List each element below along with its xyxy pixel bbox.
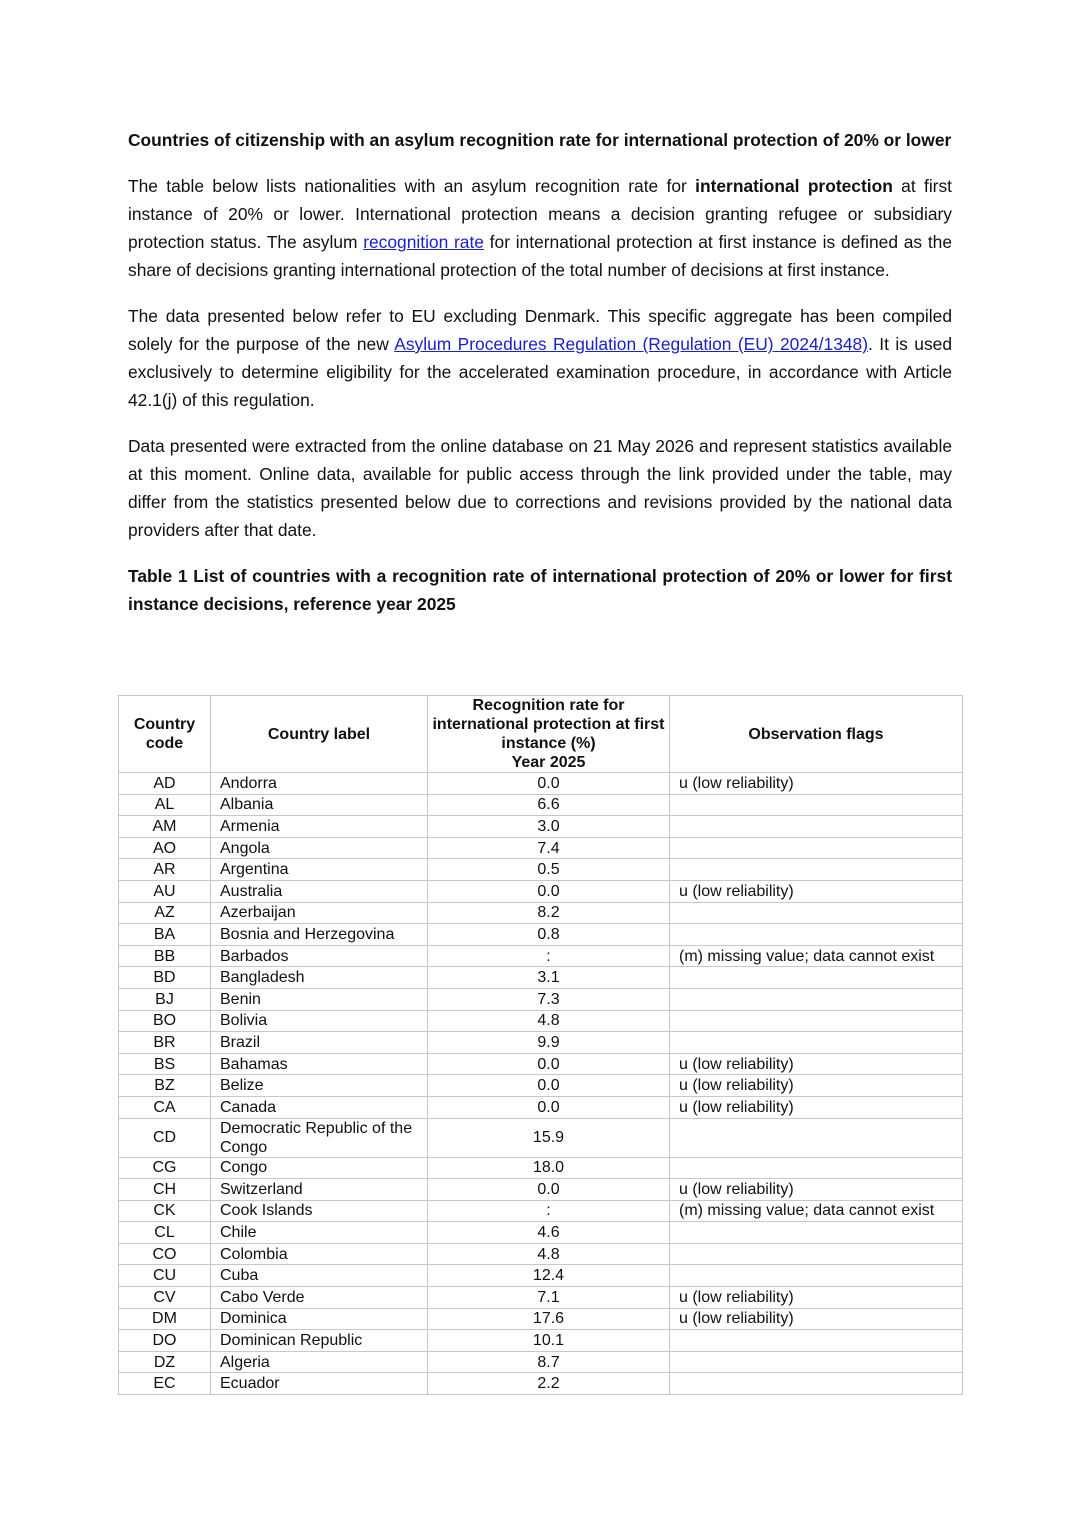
cell-observation-flag: u (low reliability) xyxy=(670,880,963,902)
paragraph-intro-bold: international protection xyxy=(695,176,893,196)
cell-country-label: Democratic Republic of the Congo xyxy=(211,1118,428,1157)
cell-recognition-rate: 0.0 xyxy=(428,1075,670,1097)
cell-country-code: CL xyxy=(119,1222,211,1244)
table-row xyxy=(119,773,963,795)
cell-country-label: Dominica xyxy=(211,1308,428,1330)
cell-country-label: Albania xyxy=(211,794,428,816)
cell-observation-flag xyxy=(670,902,963,924)
table-row xyxy=(119,1351,963,1373)
cell-recognition-rate: 6.6 xyxy=(428,794,670,816)
cell-country-label: Bolivia xyxy=(211,1010,428,1032)
table-row xyxy=(119,1075,963,1097)
cell-country-code: AM xyxy=(119,816,211,838)
cell-country-label: Argentina xyxy=(211,859,428,881)
cell-country-label: Azerbaijan xyxy=(211,902,428,924)
paragraph-intro-text-2: at first instance of 20% or lower. International protection means a decision granting refugee or subsidiary protection status. The asylum xyxy=(128,176,953,252)
cell-observation-flag xyxy=(670,1010,963,1032)
table-row xyxy=(119,1179,963,1201)
cell-country-label: Barbados xyxy=(211,945,428,967)
cell-country-label: Canada xyxy=(211,1096,428,1118)
cell-country-label: Bahamas xyxy=(211,1053,428,1075)
cell-country-label: Angola xyxy=(211,837,428,859)
cell-recognition-rate: 0.0 xyxy=(428,1053,670,1075)
header-recognition-rate xyxy=(428,696,670,773)
cell-recognition-rate: 17.6 xyxy=(428,1308,670,1330)
cell-country-code: AU xyxy=(119,880,211,902)
cell-country-code: CD xyxy=(119,1118,211,1157)
cell-observation-flag: u (low reliability) xyxy=(670,1308,963,1330)
cell-country-code: BS xyxy=(119,1053,211,1075)
cell-country-label: Australia xyxy=(211,880,428,902)
document-body xyxy=(128,126,952,618)
cell-recognition-rate: 4.8 xyxy=(428,1010,670,1032)
cell-recognition-rate: 0.0 xyxy=(428,773,670,795)
cell-country-label: Algeria xyxy=(211,1351,428,1373)
header-country-code: Country code xyxy=(119,696,211,773)
cell-observation-flag xyxy=(670,1265,963,1287)
table-row xyxy=(119,1118,963,1157)
table-row xyxy=(119,1373,963,1395)
cell-observation-flag xyxy=(670,1373,963,1395)
cell-country-label: Armenia xyxy=(211,816,428,838)
table-row xyxy=(119,967,963,989)
cell-country-label: Bosnia and Herzegovina xyxy=(211,924,428,946)
cell-observation-flag: (m) missing value; data cannot exist xyxy=(670,1200,963,1222)
cell-observation-flag: (m) missing value; data cannot exist xyxy=(670,945,963,967)
cell-country-code: BJ xyxy=(119,988,211,1010)
paragraph-intro-text-3: for international protection at first instance is defined as the share of decisions granting international protection of the total number of decisions at first instance. xyxy=(128,232,952,280)
cell-recognition-rate: 2.2 xyxy=(428,1373,670,1395)
cell-country-code: AR xyxy=(119,859,211,881)
cell-observation-flag xyxy=(670,988,963,1010)
cell-country-code: CK xyxy=(119,1200,211,1222)
cell-country-code: BO xyxy=(119,1010,211,1032)
cell-country-label: Cook Islands xyxy=(211,1200,428,1222)
header-country-label: Country label xyxy=(211,696,428,773)
cell-country-code: BZ xyxy=(119,1075,211,1097)
recognition-rate-table-container xyxy=(118,695,962,1395)
cell-observation-flag: u (low reliability) xyxy=(670,1179,963,1201)
table-row xyxy=(119,924,963,946)
cell-country-code: CA xyxy=(119,1096,211,1118)
cell-recognition-rate: 0.0 xyxy=(428,1179,670,1201)
cell-country-label: Cuba xyxy=(211,1265,428,1287)
cell-country-label: Dominican Republic xyxy=(211,1330,428,1352)
page-heading: Countries of citizenship with an asylum recognition rate for international protection of 20% or lower xyxy=(128,130,952,150)
cell-observation-flag xyxy=(670,1157,963,1179)
table-row xyxy=(119,945,963,967)
paragraph-extraction: Data presented were extracted from the online database on 21 May 2026 and represent statistics available at this moment. Online data, available for public access through the link provided under the table, may differ from the statistics presented below due to corrections and revisions provided by the national data providers after that date. xyxy=(128,436,952,540)
cell-observation-flag: u (low reliability) xyxy=(670,773,963,795)
recognition-rate-link[interactable]: recognition rate xyxy=(363,232,484,252)
cell-country-label: Ecuador xyxy=(211,1373,428,1395)
table-row xyxy=(119,1200,963,1222)
cell-country-label: Andorra xyxy=(211,773,428,795)
cell-country-code: EC xyxy=(119,1373,211,1395)
cell-country-label: Brazil xyxy=(211,1032,428,1054)
cell-country-code: BR xyxy=(119,1032,211,1054)
cell-recognition-rate: 8.2 xyxy=(428,902,670,924)
table-row xyxy=(119,1308,963,1330)
cell-observation-flag xyxy=(670,1330,963,1352)
table-row xyxy=(119,1222,963,1244)
cell-observation-flag xyxy=(670,924,963,946)
cell-recognition-rate: 15.9 xyxy=(428,1118,670,1157)
cell-country-code: AL xyxy=(119,794,211,816)
cell-country-code: BA xyxy=(119,924,211,946)
cell-country-code: DM xyxy=(119,1308,211,1330)
cell-observation-flag xyxy=(670,1032,963,1054)
cell-observation-flag xyxy=(670,859,963,881)
cell-observation-flag xyxy=(670,967,963,989)
cell-observation-flag xyxy=(670,1243,963,1265)
cell-recognition-rate: 4.8 xyxy=(428,1243,670,1265)
cell-country-code: BB xyxy=(119,945,211,967)
header-observation-flags: Observation flags xyxy=(670,696,963,773)
table-row xyxy=(119,1243,963,1265)
table-row xyxy=(119,1032,963,1054)
cell-country-code: CO xyxy=(119,1243,211,1265)
cell-country-code: BD xyxy=(119,967,211,989)
cell-recognition-rate: 0.8 xyxy=(428,924,670,946)
header-recognition-rate-label: Recognition rate for international protection at first instance (%) xyxy=(432,697,665,752)
cell-observation-flag xyxy=(670,1118,963,1157)
table-row xyxy=(119,794,963,816)
table-row xyxy=(119,837,963,859)
cell-observation-flag: u (low reliability) xyxy=(670,1096,963,1118)
cell-recognition-rate: 9.9 xyxy=(428,1032,670,1054)
cell-observation-flag xyxy=(670,1351,963,1373)
cell-country-label: Cabo Verde xyxy=(211,1287,428,1309)
cell-country-code: CV xyxy=(119,1287,211,1309)
cell-country-label: Colombia xyxy=(211,1243,428,1265)
cell-country-code: CH xyxy=(119,1179,211,1201)
cell-country-label: Switzerland xyxy=(211,1179,428,1201)
cell-recognition-rate: 18.0 xyxy=(428,1157,670,1179)
cell-recognition-rate: 8.7 xyxy=(428,1351,670,1373)
cell-observation-flag: u (low reliability) xyxy=(670,1053,963,1075)
table-row xyxy=(119,1287,963,1309)
cell-recognition-rate: 12.4 xyxy=(428,1265,670,1287)
cell-country-label: Belize xyxy=(211,1075,428,1097)
cell-country-code: AD xyxy=(119,773,211,795)
table-caption: Table 1 List of countries with a recognition rate of international protection of 20% or lower for first instance decisions, reference year 2025 xyxy=(128,566,952,614)
paragraph-intro-text-1: The table below lists nationalities with an asylum recognition rate for xyxy=(128,176,696,196)
table-row xyxy=(119,988,963,1010)
cell-country-code: DO xyxy=(119,1330,211,1352)
paragraph-aggregate-text-1: The data presented below refer to EU excluding Denmark. This specific aggregate has been compiled solely for the purpose of the new xyxy=(128,306,952,354)
cell-recognition-rate: 10.1 xyxy=(428,1330,670,1352)
cell-country-code: DZ xyxy=(119,1351,211,1373)
table-row xyxy=(119,880,963,902)
cell-country-code: CG xyxy=(119,1157,211,1179)
table-row xyxy=(119,902,963,924)
table-header-row xyxy=(119,696,963,773)
paragraph-aggregate-text-2: . It is used exclusively to determine eligibility for the accelerated examination procedure, in accordance with Article 42.1(j) of this regulation. xyxy=(128,334,952,410)
paragraph-intro xyxy=(128,172,952,284)
table-body xyxy=(119,773,963,1395)
table-row xyxy=(119,1265,963,1287)
cell-observation-flag xyxy=(670,816,963,838)
cell-country-code: CU xyxy=(119,1265,211,1287)
cell-recognition-rate: 3.1 xyxy=(428,967,670,989)
table-row xyxy=(119,1096,963,1118)
cell-recognition-rate: 0.0 xyxy=(428,1096,670,1118)
table-row xyxy=(119,1157,963,1179)
table-row xyxy=(119,1053,963,1075)
asylum-regulation-link[interactable]: Asylum Procedures Regulation (Regulation (EU) 2024/1348) xyxy=(394,334,869,354)
cell-recognition-rate: : xyxy=(428,945,670,967)
cell-recognition-rate: 3.0 xyxy=(428,816,670,838)
cell-observation-flag: u (low reliability) xyxy=(670,1287,963,1309)
cell-recognition-rate: 0.5 xyxy=(428,859,670,881)
table-row xyxy=(119,1330,963,1352)
cell-observation-flag xyxy=(670,1222,963,1244)
cell-country-label: Chile xyxy=(211,1222,428,1244)
cell-country-code: AZ xyxy=(119,902,211,924)
cell-recognition-rate: 7.4 xyxy=(428,837,670,859)
table-row xyxy=(119,859,963,881)
cell-observation-flag xyxy=(670,837,963,859)
cell-country-label: Benin xyxy=(211,988,428,1010)
cell-country-label: Congo xyxy=(211,1157,428,1179)
table-row xyxy=(119,816,963,838)
header-recognition-rate-year: Year 2025 xyxy=(511,754,586,771)
cell-recognition-rate: 0.0 xyxy=(428,880,670,902)
cell-country-code: AO xyxy=(119,837,211,859)
cell-observation-flag: u (low reliability) xyxy=(670,1075,963,1097)
cell-recognition-rate: : xyxy=(428,1200,670,1222)
recognition-rate-table xyxy=(118,695,963,1395)
table-row xyxy=(119,1010,963,1032)
cell-country-label: Bangladesh xyxy=(211,967,428,989)
paragraph-aggregate xyxy=(128,302,952,414)
cell-recognition-rate: 4.6 xyxy=(428,1222,670,1244)
cell-recognition-rate: 7.1 xyxy=(428,1287,670,1309)
cell-observation-flag xyxy=(670,794,963,816)
cell-recognition-rate: 7.3 xyxy=(428,988,670,1010)
